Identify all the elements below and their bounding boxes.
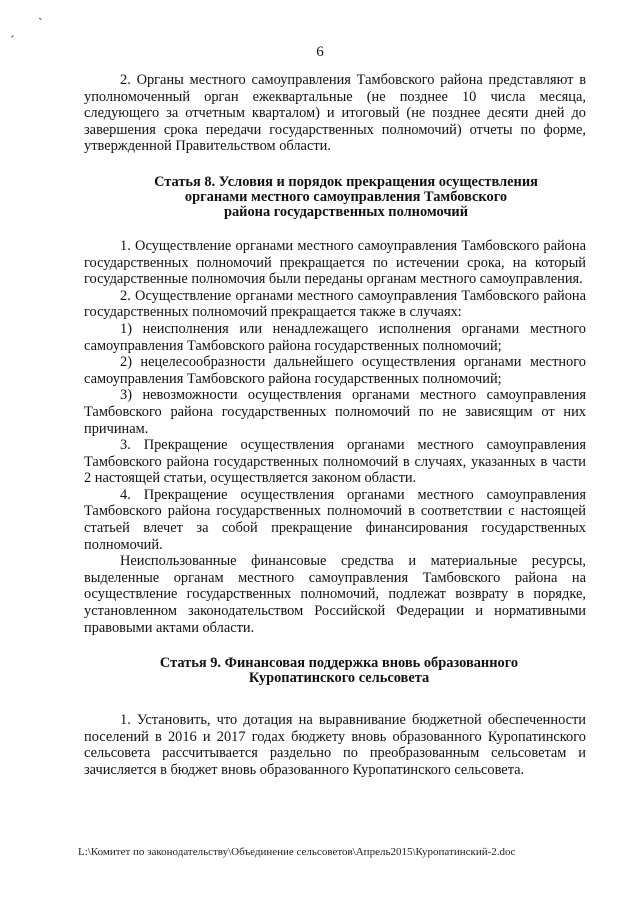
scan-mark: ˏ xyxy=(38,6,43,21)
footer-file-path: L:\Комитет по законодательству\Объединение сельсоветов\Апрель2015\Куропатинский-2.doc xyxy=(78,846,516,858)
paragraph: 4. Прекращение осуществления органами местного самоуправления Тамбовского района государственных полномочий в соответствии с настоящей статьей влечет за собой прекращение финансирования государственных полномочий. xyxy=(84,486,586,553)
article-8-heading xyxy=(84,175,586,220)
paragraph: 3. Прекращение осуществления органами местного самоуправления Тамбовского района государственных полномочий в случаях, указанных в части 2 настоящей статьи, осуществляется законом области. xyxy=(84,437,586,487)
scan-mark: ˊ xyxy=(10,34,15,49)
page-number: 6 xyxy=(316,44,324,60)
heading-line: района государственных полномочий xyxy=(223,203,469,220)
paragraph: 2. Органы местного самоуправления Тамбовского района представляют в уполномоченный орган ежеквартальные (не позднее 10 числа месяца, следующего за отчетным кварталом) и итоговый (не позднее десяти дней до завершения срока передачи государственных полномочий) отчеты по форме, утвержденной Правительством области. xyxy=(84,72,586,155)
heading-line: органами местного самоуправления Тамбовского xyxy=(184,188,508,205)
paragraph: 2) нецелесообразности дальнейшего осуществления органами местного самоуправления Тамбовского района государственных полномочий; xyxy=(84,354,586,387)
heading-line: Статья 9. Финансовая поддержка вновь образованного xyxy=(159,655,519,672)
paragraph: 1. Осуществление органами местного самоуправления Тамбовского района государственных полномочий прекращается по истечении срока, на который государственные полномочия были переданы органам местного самоуправления. xyxy=(84,237,586,288)
paragraph: 1. Установить, что дотация на выравнивание бюджетной обеспеченности поселений в 2016 и 2017 годах бюджету вновь образованного Куропатинского сельсовета рассчитывается раздельно по преобразованным сельсоветам и зачисляется в бюджет вновь образованного Куропатинского сельсовета. xyxy=(84,712,586,778)
paragraph: 3) невозможности осуществления органами местного самоуправления Тамбовского района государственных полномочий по не зависящим от них причинам. xyxy=(84,387,586,437)
paragraph: Неиспользованные финансовые средства и материальные ресурсы, выделенные органам местного самоуправления Тамбовского района на осуществление государственных полномочий, подлежат возврату в порядке, установленном законодательством Российской Федерации и нормативными правовыми актами области. xyxy=(84,553,586,636)
paragraph: 2. Осуществление органами местного самоуправления Тамбовского района государственных полномочий прекращается также в случаях: xyxy=(84,287,586,321)
document-body xyxy=(84,72,586,779)
paragraph: 1) неисполнения или ненадлежащего исполнения органами местного самоуправления Тамбовского района государственных полномочий; xyxy=(84,320,586,354)
heading-line: Куропатинского сельсовета xyxy=(248,670,430,687)
article-9-heading xyxy=(84,656,586,686)
heading-line: Статья 8. Условия и порядок прекращения осуществления xyxy=(154,173,538,190)
